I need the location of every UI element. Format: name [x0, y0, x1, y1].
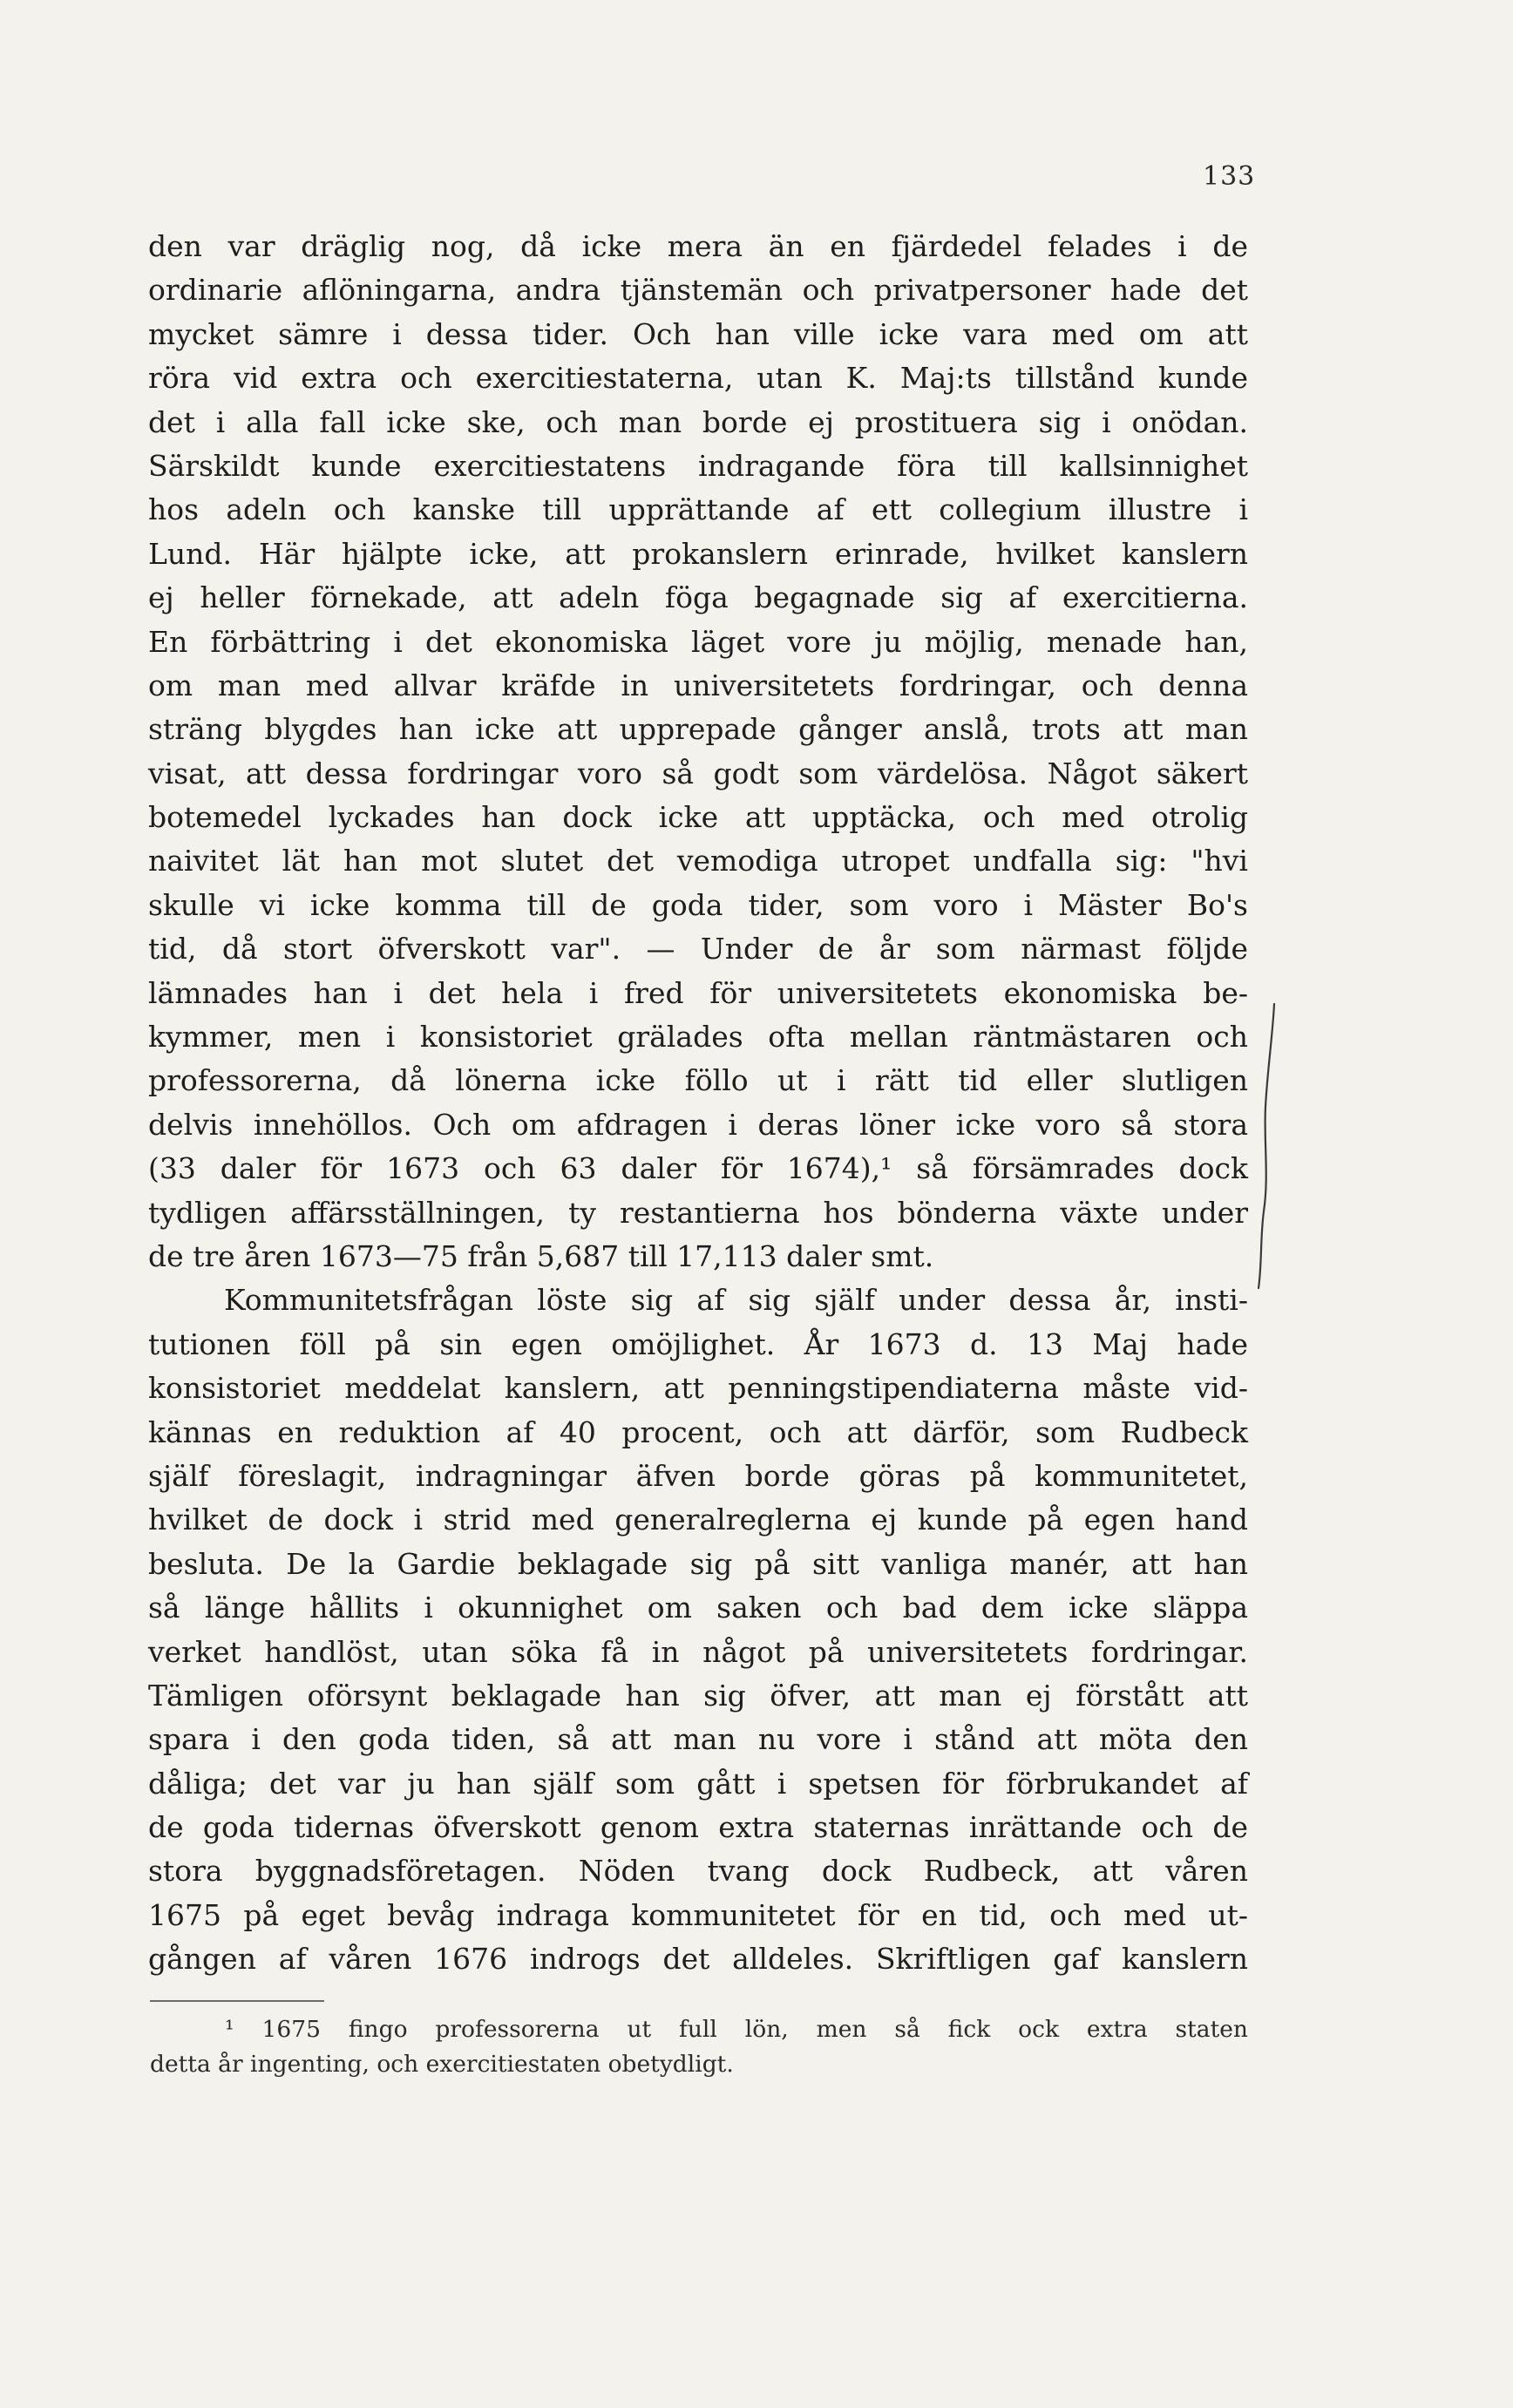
text-line: visat, att dessa fordringar voro så godt som värdelösa. Något säkert	[148, 756, 1248, 790]
text-line: hos adeln och kanske till upprättande af ett collegium illustre i	[148, 492, 1248, 527]
text-line: (33 daler för 1673 och 63 daler för 1674),¹ så försämrades dock	[148, 1151, 1248, 1186]
text-line: spara i den goda tiden, så att man nu vore i stånd att möta den	[148, 1722, 1248, 1757]
text-line: verket handlöst, utan söka få in något på universitetets fordringar.	[148, 1634, 1248, 1669]
text-line: lämnades han i det hela i fred för universitetets ekonomiska be-	[148, 975, 1248, 1010]
text-line: hvilket de dock i strid med generalreglerna ej kunde på egen hand	[148, 1502, 1248, 1537]
footnote-line: detta år ingenting, och exercitiestaten obetydligt.	[150, 2051, 734, 2078]
text-line: professorerna, då lönerna icke föllo ut i rätt tid eller slutligen	[148, 1063, 1248, 1098]
text-line: delvis innehöllos. Och om afdragen i deras löner icke voro så stora	[148, 1107, 1248, 1142]
text-line: den var dräglig nog, då icke mera än en fjärdedel felades i de	[148, 229, 1248, 263]
text-line: konsistoriet meddelat kanslern, att penningstipendiaterna måste vid-	[148, 1371, 1248, 1406]
text-line: besluta. De la Gardie beklagade sig på sitt vanliga manér, att han	[148, 1546, 1248, 1581]
text-line: tid, då stort öfverskott var". — Under de år som närmast följde	[148, 932, 1248, 967]
text-line: botemedel lyckades han dock icke att upptäcka, och med otrolig	[148, 800, 1248, 835]
text-line: mycket sämre i dessa tider. Och han ville icke vara med om att	[148, 316, 1248, 351]
text-line: dåliga; det var ju han själf som gått i spetsen för förbrukandet af	[148, 1766, 1248, 1801]
text-line: det i alla fall icke ske, och man borde ej prostituera sig i onödan.	[148, 404, 1248, 439]
text-line: kymmer, men i konsistoriet grälades ofta mellan räntmästaren och	[148, 1020, 1248, 1055]
text-line: sträng blygdes han icke att upprepade gånger anslå, trots att man	[148, 712, 1248, 747]
text-line: tutionen föll på sin egen omöjlighet. År 1673 d. 13 Maj hade	[148, 1326, 1248, 1361]
text-line: 1675 på eget bevåg indraga kommunitetet för en tid, och med ut-	[148, 1897, 1248, 1932]
text-line: ej heller förnekade, att adeln föga begagnade sig af exercitierna.	[148, 580, 1248, 615]
footnotes	[150, 2012, 1248, 2082]
text-line: Kommunitetsfrågan löste sig af sig själf under dessa år, insti-	[224, 1283, 1248, 1318]
text-line: En förbättring i det ekonomiska läget vore ju möjlig, menade han,	[148, 624, 1248, 659]
text-line: stora byggnadsföretagen. Nöden tvang dock Rudbeck, att våren	[148, 1854, 1248, 1889]
text-line: Lund. Här hjälpte icke, att prokanslern erinrade, hvilket kanslern	[148, 536, 1248, 571]
footnote-line: ¹ 1675 fingo professorerna ut full lön, men så fick ock extra staten	[225, 2016, 1248, 2043]
text-line: kännas en reduktion af 40 procent, och att därför, som Rudbeck	[148, 1414, 1248, 1449]
text-line: ordinarie aflöningarna, andra tjänstemän och privatpersoner hade det	[148, 273, 1248, 308]
text-line: de goda tidernas öfverskott genom extra staternas inrättande och de	[148, 1810, 1248, 1845]
page-number: 133	[1203, 161, 1256, 192]
text-line: tydligen affärsställningen, ty restantierna hos bönderna växte under	[148, 1195, 1248, 1230]
text-line: röra vid extra och exercitiestaterna, utan K. Maj:ts tillstånd kunde	[148, 361, 1248, 396]
text-line: så länge hållits i okunnighet om saken och bad dem icke släppa	[148, 1591, 1248, 1625]
text-line: de tre åren 1673—75 från 5,687 till 17,113 daler smt.	[148, 1238, 934, 1273]
text-line: om man med allvar kräfde in universitetets fordringar, och denna	[148, 668, 1248, 702]
body-text	[148, 225, 1248, 1982]
text-line: skulle vi icke komma till de goda tider, som voro i Mäster Bo's	[148, 887, 1248, 922]
margin-pencil-mark	[1255, 1002, 1281, 1290]
text-line: naivitet lät han mot slutet det vemodiga utropet undfalla sig: "hvi	[148, 844, 1248, 878]
footnote-rule	[150, 2000, 324, 2002]
text-line: Tämligen oförsynt beklagade han sig öfver, att man ej förstått att	[148, 1678, 1248, 1713]
text-line: själf föreslagit, indragningar äfven borde göras på kommunitetet,	[148, 1458, 1248, 1493]
text-line: Särskildt kunde exercitiestatens indragande föra till kallsinnighet	[148, 448, 1248, 483]
text-line: gången af våren 1676 indrogs det alldeles. Skriftligen gaf kanslern	[148, 1942, 1248, 1977]
